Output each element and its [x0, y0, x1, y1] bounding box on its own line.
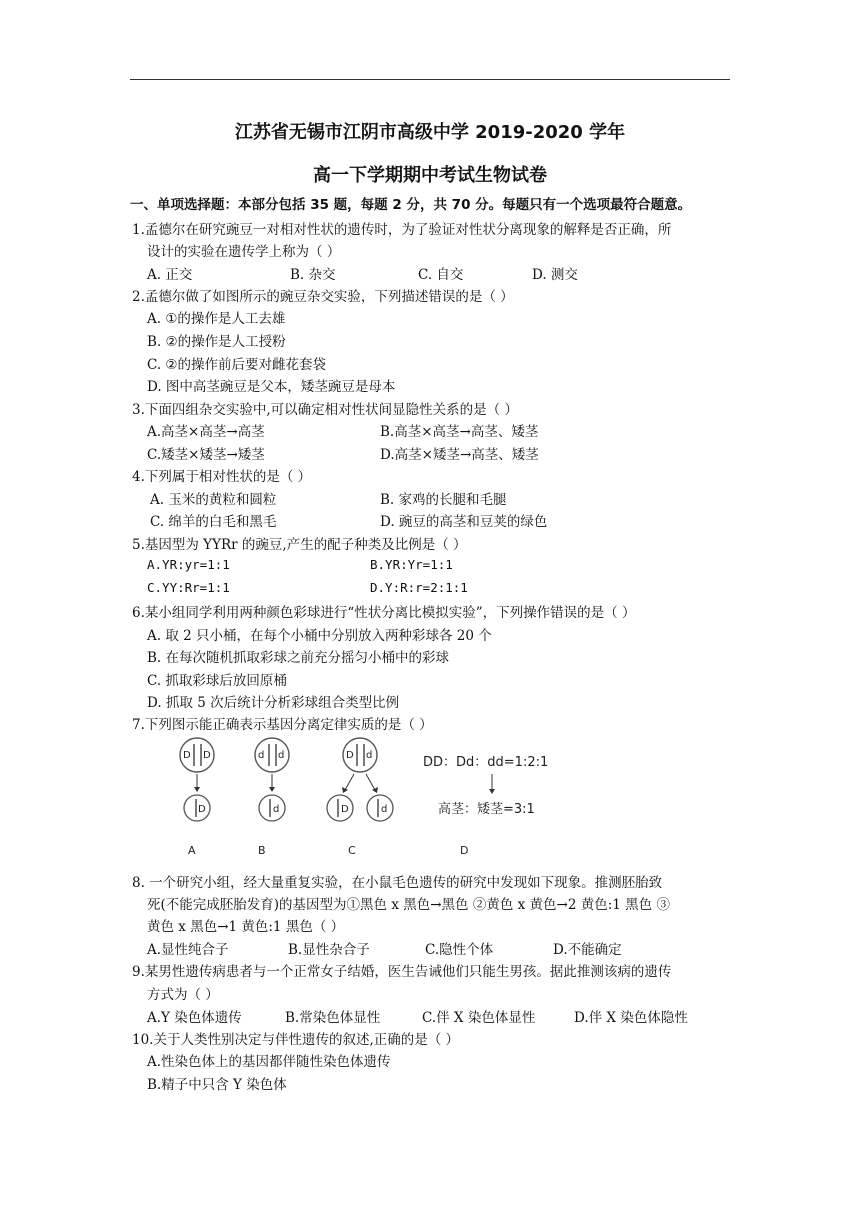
- q6-option-a: A. 取 2 只小桶，在每个小桶中分别放入两种彩球各 20 个: [147, 628, 492, 644]
- q2-option-b: B. ②的操作是人工授粉: [147, 334, 286, 350]
- cell-a: [180, 738, 214, 821]
- label-d: D: [460, 844, 469, 857]
- q3-option-b: B.高茎×高茎→高茎、矮茎: [380, 424, 539, 440]
- q10-option-b: B.精子中只含 Y 染色体: [147, 1077, 287, 1093]
- q9-option-b: B.常染色体显性: [285, 1010, 381, 1026]
- q1-option-a: A. 正交: [147, 267, 193, 283]
- q7-stem: 7.下列图示能正确表示基因分离定律实质的是（ ）: [132, 717, 433, 733]
- q8-stem-line2: 死(不能完成胚胎发育)的基因型为①黑色 x 黑色→黑色 ②黄色 x 黄色→2 黄色:1 黑色 ③: [147, 897, 670, 913]
- q8-stem-line1: 8. 一个研究小组，经大量重复实验，在小鼠毛色遗传的研究中发现如下现象。推测胚胎致: [132, 875, 663, 891]
- q5-option-b: B.YR:Yr=1:1: [370, 557, 453, 572]
- q4-option-c: C. 绵羊的白毛和黑毛: [150, 514, 277, 530]
- q1-option-c: C. 自交: [418, 267, 464, 283]
- cell-b-allele-1: d: [258, 750, 265, 761]
- q4-option-b: B. 家鸡的长腿和毛腿: [380, 492, 507, 508]
- q9-option-c: C.伴 X 染色体显性: [422, 1010, 536, 1026]
- q6-option-c: C. 抓取彩球后放回原桶: [147, 673, 287, 689]
- q2-option-d: D. 图中高茎豌豆是父本，矮茎豌豆是母本: [147, 379, 396, 395]
- cell-a-gamete: D: [198, 804, 206, 815]
- cell-b-gamete: d: [273, 804, 280, 815]
- header-rule: [130, 79, 730, 80]
- ratio-d: [423, 755, 548, 817]
- q10-stem: 10.关于人类性别决定与伴性遗传的叙述,正确的是（ ）: [132, 1032, 460, 1048]
- q2-option-c: C. ②的操作前后要对雌花套袋: [147, 357, 327, 373]
- q8-option-c: C.隐性个体: [425, 942, 494, 958]
- q9-option-a: A.Y 染色体遗传: [147, 1010, 242, 1026]
- q1-stem-line2: 设计的实验在遗传学上称为（ ）: [147, 244, 341, 260]
- cell-b-allele-2: d: [278, 750, 285, 761]
- q2-option-a: A. ①的操作是人工去雄: [147, 311, 286, 327]
- q5-option-d: D.Y:R:r=2:1:1: [370, 580, 468, 595]
- q3-stem: 3.下面四组杂交实验中,可以确定相对性状间显隐性关系的是（ ）: [132, 402, 518, 418]
- ratio-genotype: DD：Dd：dd=1:2:1: [423, 755, 549, 770]
- cell-c-allele-1: D: [346, 750, 354, 761]
- q10-option-a: A.性染色体上的基因都伴随性染色体遗传: [147, 1054, 391, 1070]
- q5-option-c: C.YY:Rr=1:1: [147, 580, 230, 595]
- q3-option-d: D.高茎×矮茎→高茎、矮茎: [380, 447, 539, 463]
- q1-option-b: B. 杂交: [290, 267, 336, 283]
- q4-stem: 4.下列属于相对性状的是（ ）: [132, 469, 312, 485]
- q1-option-d: D. 测交: [532, 267, 578, 283]
- cell-c: [327, 738, 393, 821]
- q6-option-b: B. 在每次随机抓取彩球之前充分摇匀小桶中的彩球: [147, 650, 450, 666]
- section-heading: 一、单项选择题：本部分包括 35 题，每题 2 分，共 70 分。每题只有一个选项最符合题意。: [130, 197, 692, 213]
- q8-option-a: A.显性纯合子: [147, 942, 229, 958]
- q7-diagram: [170, 736, 570, 862]
- q5-stem: 5.基因型为 YYRr 的豌豆,产生的配子种类及比例是（ ）: [132, 537, 467, 553]
- q9-stem-line1: 9.某男性遗传病患者与一个正常女子结婚，医生告诫他们只能生男孩。据此推测该病的遗传: [132, 964, 672, 980]
- q9-option-d: D.伴 X 染色体隐性: [574, 1010, 688, 1026]
- label-b: B: [258, 844, 266, 857]
- q4-option-a: A. 玉米的黄粒和圆粒: [150, 492, 277, 508]
- exam-title-line2: 高一下学期期中考试生物试卷: [313, 165, 547, 186]
- q6-option-d: D. 抓取 5 次后统计分析彩球组合类型比例: [147, 695, 400, 711]
- q8-stem-line3: 黄色 x 黑色→1 黄色:1 黑色（ ）: [147, 919, 345, 935]
- cell-c-gamete-1: D: [341, 804, 349, 815]
- cell-c-gamete-2: d: [381, 804, 388, 815]
- q8-option-b: B.显性杂合子: [288, 942, 370, 958]
- q8-option-d: D.不能确定: [553, 942, 622, 958]
- q5-option-a: A.YR:yr=1:1: [147, 557, 230, 572]
- cell-a-allele-1: D: [183, 750, 191, 761]
- cell-a-allele-2: D: [203, 750, 211, 761]
- cell-b: [255, 738, 289, 821]
- q9-stem-line2: 方式为（ ）: [147, 987, 219, 1003]
- q1-stem-line1: 1.孟德尔在研究豌豆一对相对性状的遗传时，为了验证对性状分离现象的解释是否正确，所: [132, 222, 672, 238]
- cell-c-allele-2: d: [366, 750, 373, 761]
- q6-stem: 6.某小组同学利用两种颜色彩球进行“性状分离比模拟实验”，下列操作错误的是（ ）: [132, 605, 636, 621]
- label-c: C: [348, 844, 356, 857]
- ratio-phenotype: 高茎：矮茎=3:1: [438, 802, 535, 817]
- q3-option-c: C.矮茎×矮茎→矮茎: [147, 447, 265, 463]
- q2-stem: 2.孟德尔做了如图所示的豌豆杂交实验，下列描述错误的是（ ）: [132, 289, 514, 305]
- exam-title-line1: 江苏省无锡市江阴市高级中学 2019-2020 学年: [234, 122, 626, 143]
- q4-option-d: D. 豌豆的高茎和豆荚的绿色: [380, 514, 548, 530]
- q3-option-a: A.高茎×高茎→高茎: [147, 424, 265, 440]
- label-a: A: [188, 844, 196, 857]
